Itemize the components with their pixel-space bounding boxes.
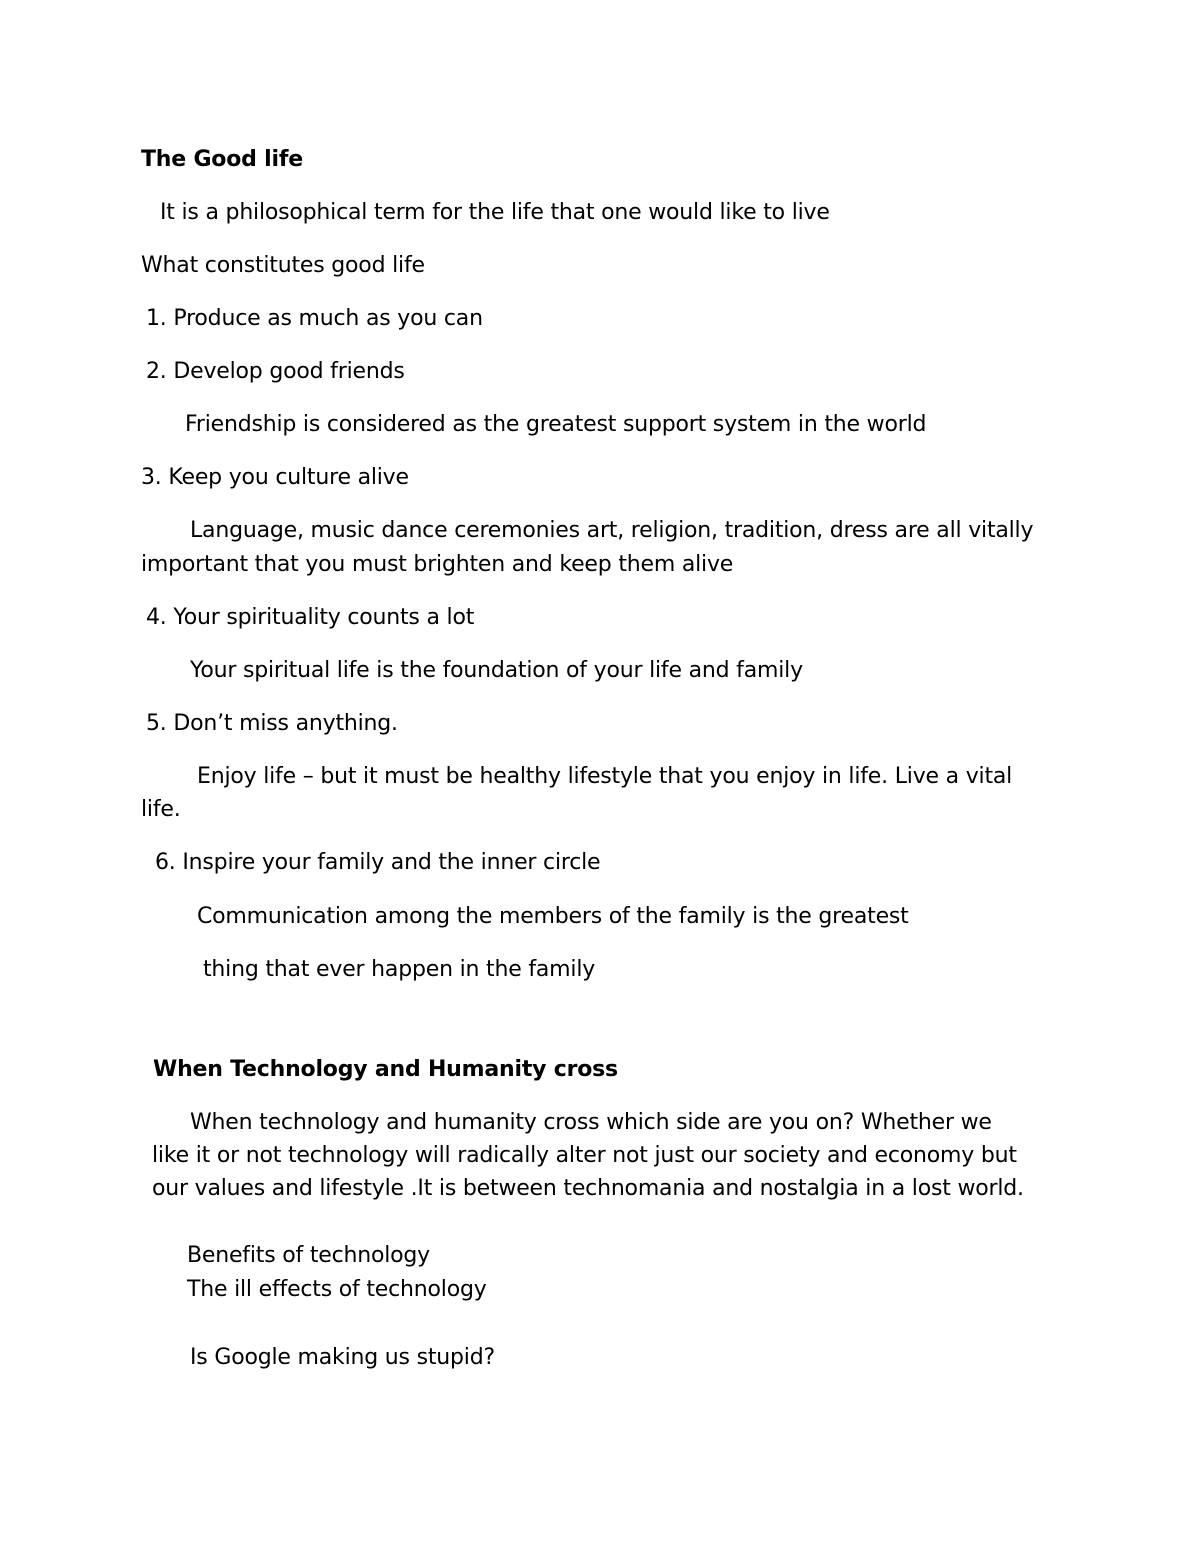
technology-paragraph-line-1: When technology and humanity cross which side are you on? Whether we — [190, 1110, 992, 1135]
list-item-6-note-line-2: thing that ever happen in the family — [203, 957, 596, 982]
good-life-question: What constitutes good life — [141, 253, 425, 278]
list-item-3-note-line-2: important that you must brighten and keep them alive — [141, 552, 734, 577]
technology-topic-ill-effects: The ill effects of technology — [187, 1277, 487, 1302]
list-item-5: 5. Don’t miss anything. — [146, 711, 398, 736]
list-item-6: 6. Inspire your family and the inner circle — [155, 850, 601, 875]
technology-paragraph-line-2: like it or not technology will radically alter not just our society and economy but — [152, 1143, 1017, 1168]
technology-question: Is Google making us stupid? — [190, 1345, 495, 1370]
list-item-2-note: Friendship is considered as the greatest support system in the world — [185, 412, 927, 437]
list-item-1: 1. Produce as much as you can — [146, 306, 483, 331]
list-item-5-note-line-2: life. — [141, 797, 181, 822]
list-item-5-note-line-1: Enjoy life – but it must be healthy lifestyle that you enjoy in life. Live a vital — [197, 764, 1013, 789]
list-item-4: 4. Your spirituality counts a lot — [146, 605, 475, 630]
technology-topic-benefits: Benefits of technology — [187, 1243, 431, 1268]
technology-paragraph-line-3: our values and lifestyle .It is between technomania and nostalgia in a lost world. — [152, 1176, 1024, 1201]
list-item-2: 2. Develop good friends — [146, 359, 405, 384]
list-item-3-note-line-1: Language, music dance ceremonies art, religion, tradition, dress are all vitally — [190, 518, 1034, 543]
good-life-definition: It is a philosophical term for the life that one would like to live — [160, 200, 830, 225]
technology-heading: When Technology and Humanity cross — [153, 1057, 618, 1082]
list-item-6-note-line-1: Communication among the members of the family is the greatest — [197, 904, 909, 929]
good-life-heading: The Good life — [141, 147, 303, 172]
list-item-4-note: Your spiritual life is the foundation of your life and family — [190, 658, 803, 683]
list-item-3: 3. Keep you culture alive — [141, 465, 409, 490]
